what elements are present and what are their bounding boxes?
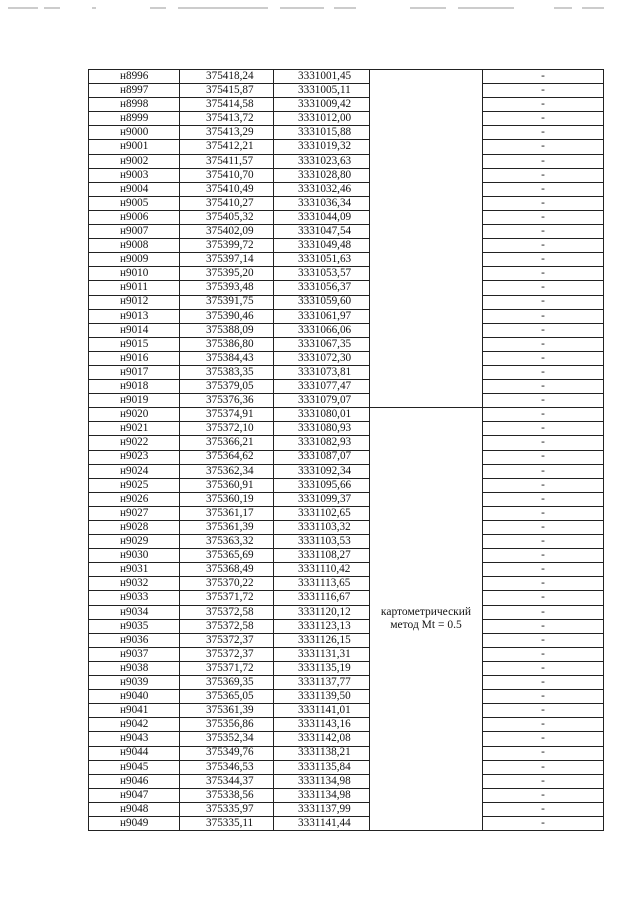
coordinates-table <box>88 69 604 831</box>
x-coordinate-cell: 375411,57 <box>180 154 274 168</box>
y-coordinate-cell: 3331135,84 <box>274 760 370 774</box>
note-cell: - <box>483 661 604 675</box>
scan-artifact-top <box>0 0 640 14</box>
note-cell: - <box>483 577 604 591</box>
x-coordinate-cell: 375372,37 <box>180 633 274 647</box>
y-coordinate-cell: 3331009,42 <box>274 98 370 112</box>
table-row <box>89 196 604 210</box>
table-row <box>89 112 604 126</box>
y-coordinate-cell: 3331092,34 <box>274 464 370 478</box>
y-coordinate-cell: 3331123,13 <box>274 619 370 633</box>
table-row <box>89 422 604 436</box>
point-name-cell: н9046 <box>89 774 180 788</box>
x-coordinate-cell: 375356,86 <box>180 718 274 732</box>
note-cell: - <box>483 464 604 478</box>
y-coordinate-cell: 3331116,67 <box>274 591 370 605</box>
x-coordinate-cell: 375418,24 <box>180 70 274 84</box>
point-name-cell: н9043 <box>89 732 180 746</box>
y-coordinate-cell: 3331001,45 <box>274 70 370 84</box>
y-coordinate-cell: 3331072,30 <box>274 351 370 365</box>
point-name-cell: н8999 <box>89 112 180 126</box>
x-coordinate-cell: 375390,46 <box>180 309 274 323</box>
table-row <box>89 563 604 577</box>
x-coordinate-cell: 375368,49 <box>180 563 274 577</box>
y-coordinate-cell: 3331095,66 <box>274 478 370 492</box>
x-coordinate-cell: 375352,34 <box>180 732 274 746</box>
point-name-cell: н9016 <box>89 351 180 365</box>
y-coordinate-cell: 3331019,32 <box>274 140 370 154</box>
y-coordinate-cell: 3331141,01 <box>274 704 370 718</box>
y-coordinate-cell: 3331036,34 <box>274 196 370 210</box>
y-coordinate-cell: 3331051,63 <box>274 253 370 267</box>
x-coordinate-cell: 375397,14 <box>180 253 274 267</box>
point-name-cell: н9037 <box>89 647 180 661</box>
point-name-cell: н9041 <box>89 704 180 718</box>
table-row <box>89 98 604 112</box>
point-name-cell: н9009 <box>89 253 180 267</box>
y-coordinate-cell: 3331066,06 <box>274 323 370 337</box>
y-coordinate-cell: 3331103,32 <box>274 521 370 535</box>
y-coordinate-cell: 3331126,15 <box>274 633 370 647</box>
point-name-cell: н9023 <box>89 450 180 464</box>
x-coordinate-cell: 375393,48 <box>180 281 274 295</box>
table-row <box>89 309 604 323</box>
note-cell: - <box>483 478 604 492</box>
table-row <box>89 732 604 746</box>
point-name-cell: н9017 <box>89 365 180 379</box>
table-row <box>89 633 604 647</box>
y-coordinate-cell: 3331053,57 <box>274 267 370 281</box>
table-row <box>89 619 604 633</box>
x-coordinate-cell: 375372,58 <box>180 619 274 633</box>
note-cell: - <box>483 253 604 267</box>
table-row <box>89 323 604 337</box>
table-row <box>89 760 604 774</box>
note-cell: - <box>483 521 604 535</box>
point-name-cell: н9015 <box>89 337 180 351</box>
y-coordinate-cell: 3331137,99 <box>274 802 370 816</box>
note-cell: - <box>483 690 604 704</box>
x-coordinate-cell: 375363,32 <box>180 535 274 549</box>
note-cell: - <box>483 408 604 422</box>
y-coordinate-cell: 3331082,93 <box>274 436 370 450</box>
x-coordinate-cell: 375360,19 <box>180 492 274 506</box>
y-coordinate-cell: 3331005,11 <box>274 84 370 98</box>
x-coordinate-cell: 375405,32 <box>180 210 274 224</box>
point-name-cell: н9011 <box>89 281 180 295</box>
table-row <box>89 788 604 802</box>
x-coordinate-cell: 375366,21 <box>180 436 274 450</box>
point-name-cell: н9012 <box>89 295 180 309</box>
table-row <box>89 182 604 196</box>
table-row <box>89 478 604 492</box>
table-row <box>89 351 604 365</box>
note-cell: - <box>483 633 604 647</box>
note-cell: - <box>483 380 604 394</box>
x-coordinate-cell: 375399,72 <box>180 239 274 253</box>
table-row <box>89 281 604 295</box>
y-coordinate-cell: 3331079,07 <box>274 394 370 408</box>
note-cell: - <box>483 196 604 210</box>
table-row <box>89 676 604 690</box>
point-name-cell: н9030 <box>89 549 180 563</box>
x-coordinate-cell: 375410,70 <box>180 168 274 182</box>
y-coordinate-cell: 3331099,37 <box>274 492 370 506</box>
point-name-cell: н8997 <box>89 84 180 98</box>
y-coordinate-cell: 3331102,65 <box>274 506 370 520</box>
note-cell: - <box>483 549 604 563</box>
point-name-cell: н9026 <box>89 492 180 506</box>
table-row <box>89 661 604 675</box>
note-cell: - <box>483 591 604 605</box>
note-cell: - <box>483 676 604 690</box>
point-name-cell: н9034 <box>89 605 180 619</box>
point-name-cell: н9001 <box>89 140 180 154</box>
note-cell: - <box>483 84 604 98</box>
table-row <box>89 267 604 281</box>
x-coordinate-cell: 375414,58 <box>180 98 274 112</box>
table-row <box>89 535 604 549</box>
x-coordinate-cell: 375338,56 <box>180 788 274 802</box>
x-coordinate-cell: 375415,87 <box>180 84 274 98</box>
y-coordinate-cell: 3331032,46 <box>274 182 370 196</box>
note-cell: - <box>483 267 604 281</box>
note-cell: - <box>483 182 604 196</box>
point-name-cell: н9008 <box>89 239 180 253</box>
note-cell: - <box>483 718 604 732</box>
x-coordinate-cell: 375365,05 <box>180 690 274 704</box>
point-name-cell: н9000 <box>89 126 180 140</box>
note-cell: - <box>483 210 604 224</box>
y-coordinate-cell: 3331080,93 <box>274 422 370 436</box>
x-coordinate-cell: 375386,80 <box>180 337 274 351</box>
note-cell: - <box>483 732 604 746</box>
point-name-cell: н9032 <box>89 577 180 591</box>
point-name-cell: н9024 <box>89 464 180 478</box>
point-name-cell: н8996 <box>89 70 180 84</box>
coordinates-table-body <box>89 70 604 831</box>
x-coordinate-cell: 375361,17 <box>180 506 274 520</box>
note-cell: - <box>483 309 604 323</box>
note-cell: - <box>483 802 604 816</box>
x-coordinate-cell: 375410,49 <box>180 182 274 196</box>
table-row <box>89 140 604 154</box>
note-cell: - <box>483 154 604 168</box>
point-name-cell: н9031 <box>89 563 180 577</box>
table-row <box>89 591 604 605</box>
x-coordinate-cell: 375361,39 <box>180 521 274 535</box>
y-coordinate-cell: 3331028,80 <box>274 168 370 182</box>
y-coordinate-cell: 3331120,12 <box>274 605 370 619</box>
x-coordinate-cell: 375369,35 <box>180 676 274 690</box>
point-name-cell: н9047 <box>89 788 180 802</box>
table-row <box>89 647 604 661</box>
table-row <box>89 690 604 704</box>
point-name-cell: н9018 <box>89 380 180 394</box>
y-coordinate-cell: 3331134,98 <box>274 788 370 802</box>
table-row <box>89 168 604 182</box>
point-name-cell: н9042 <box>89 718 180 732</box>
y-coordinate-cell: 3331142,08 <box>274 732 370 746</box>
note-cell: - <box>483 746 604 760</box>
note-cell: - <box>483 168 604 182</box>
y-coordinate-cell: 3331080,01 <box>274 408 370 422</box>
y-coordinate-cell: 3331012,00 <box>274 112 370 126</box>
x-coordinate-cell: 375371,72 <box>180 661 274 675</box>
note-cell: - <box>483 126 604 140</box>
table-row <box>89 210 604 224</box>
x-coordinate-cell: 375379,05 <box>180 380 274 394</box>
y-coordinate-cell: 3331139,50 <box>274 690 370 704</box>
point-name-cell: н9025 <box>89 478 180 492</box>
x-coordinate-cell: 375364,62 <box>180 450 274 464</box>
note-cell: - <box>483 788 604 802</box>
note-cell: - <box>483 704 604 718</box>
x-coordinate-cell: 375335,11 <box>180 816 274 830</box>
note-cell: - <box>483 605 604 619</box>
y-coordinate-cell: 3331143,16 <box>274 718 370 732</box>
method-cell <box>370 408 483 831</box>
table-row <box>89 521 604 535</box>
point-name-cell: н9010 <box>89 267 180 281</box>
x-coordinate-cell: 375344,37 <box>180 774 274 788</box>
point-name-cell: н9033 <box>89 591 180 605</box>
y-coordinate-cell: 3331108,27 <box>274 549 370 563</box>
note-cell: - <box>483 394 604 408</box>
table-row <box>89 394 604 408</box>
table-row <box>89 380 604 394</box>
table-row <box>89 70 604 84</box>
note-cell: - <box>483 295 604 309</box>
point-name-cell: н9006 <box>89 210 180 224</box>
table-row <box>89 577 604 591</box>
note-cell: - <box>483 351 604 365</box>
table-row <box>89 605 604 619</box>
x-coordinate-cell: 375413,72 <box>180 112 274 126</box>
table-row <box>89 816 604 830</box>
table-row <box>89 450 604 464</box>
table-row <box>89 126 604 140</box>
point-name-cell: н9036 <box>89 633 180 647</box>
point-name-cell: н9002 <box>89 154 180 168</box>
x-coordinate-cell: 375365,69 <box>180 549 274 563</box>
note-cell: - <box>483 140 604 154</box>
note-cell: - <box>483 225 604 239</box>
point-name-cell: н9039 <box>89 676 180 690</box>
x-coordinate-cell: 375335,97 <box>180 802 274 816</box>
x-coordinate-cell: 375370,22 <box>180 577 274 591</box>
table-row <box>89 154 604 168</box>
point-name-cell: н9021 <box>89 422 180 436</box>
x-coordinate-cell: 375360,91 <box>180 478 274 492</box>
x-coordinate-cell: 375383,35 <box>180 365 274 379</box>
note-cell: - <box>483 647 604 661</box>
x-coordinate-cell: 375376,36 <box>180 394 274 408</box>
point-name-cell: н9022 <box>89 436 180 450</box>
y-coordinate-cell: 3331131,31 <box>274 647 370 661</box>
x-coordinate-cell: 375362,34 <box>180 464 274 478</box>
x-coordinate-cell: 375361,39 <box>180 704 274 718</box>
table-row <box>89 253 604 267</box>
y-coordinate-cell: 3331141,44 <box>274 816 370 830</box>
table-row <box>89 774 604 788</box>
x-coordinate-cell: 375346,53 <box>180 760 274 774</box>
y-coordinate-cell: 3331138,21 <box>274 746 370 760</box>
y-coordinate-cell: 3331059,60 <box>274 295 370 309</box>
y-coordinate-cell: 3331134,98 <box>274 774 370 788</box>
x-coordinate-cell: 375374,91 <box>180 408 274 422</box>
y-coordinate-cell: 3331023,63 <box>274 154 370 168</box>
point-name-cell: н9029 <box>89 535 180 549</box>
x-coordinate-cell: 375384,43 <box>180 351 274 365</box>
table-row <box>89 492 604 506</box>
x-coordinate-cell: 375371,72 <box>180 591 274 605</box>
y-coordinate-cell: 3331110,42 <box>274 563 370 577</box>
note-cell: - <box>483 422 604 436</box>
point-name-cell: н9028 <box>89 521 180 535</box>
note-cell: - <box>483 70 604 84</box>
x-coordinate-cell: 375372,10 <box>180 422 274 436</box>
point-name-cell: н9040 <box>89 690 180 704</box>
table-row <box>89 337 604 351</box>
point-name-cell: н9020 <box>89 408 180 422</box>
note-cell: - <box>483 492 604 506</box>
x-coordinate-cell: 375395,20 <box>180 267 274 281</box>
table-row <box>89 365 604 379</box>
table-row <box>89 506 604 520</box>
table-row <box>89 295 604 309</box>
point-name-cell: н9003 <box>89 168 180 182</box>
y-coordinate-cell: 3331137,77 <box>274 676 370 690</box>
y-coordinate-cell: 3331073,81 <box>274 365 370 379</box>
point-name-cell: н9044 <box>89 746 180 760</box>
point-name-cell: н9038 <box>89 661 180 675</box>
y-coordinate-cell: 3331015,88 <box>274 126 370 140</box>
note-cell: - <box>483 365 604 379</box>
y-coordinate-cell: 3331047,54 <box>274 225 370 239</box>
note-cell: - <box>483 563 604 577</box>
table-row <box>89 464 604 478</box>
note-cell: - <box>483 774 604 788</box>
note-cell: - <box>483 323 604 337</box>
x-coordinate-cell: 375388,09 <box>180 323 274 337</box>
note-cell: - <box>483 239 604 253</box>
table-row <box>89 802 604 816</box>
point-name-cell: н9013 <box>89 309 180 323</box>
point-name-cell: н9045 <box>89 760 180 774</box>
y-coordinate-cell: 3331135,19 <box>274 661 370 675</box>
y-coordinate-cell: 3331067,35 <box>274 337 370 351</box>
x-coordinate-cell: 375372,58 <box>180 605 274 619</box>
note-cell: - <box>483 535 604 549</box>
table-row <box>89 704 604 718</box>
point-name-cell: н8998 <box>89 98 180 112</box>
point-name-cell: н9049 <box>89 816 180 830</box>
point-name-cell: н9014 <box>89 323 180 337</box>
point-name-cell: н9035 <box>89 619 180 633</box>
method-label-line2: метод Mt = 0.5 <box>390 619 462 632</box>
point-name-cell: н9004 <box>89 182 180 196</box>
x-coordinate-cell: 375372,37 <box>180 647 274 661</box>
note-cell: - <box>483 337 604 351</box>
point-name-cell: н9048 <box>89 802 180 816</box>
table-row <box>89 746 604 760</box>
y-coordinate-cell: 3331061,97 <box>274 309 370 323</box>
table-row <box>89 84 604 98</box>
note-cell: - <box>483 112 604 126</box>
y-coordinate-cell: 3331049,48 <box>274 239 370 253</box>
y-coordinate-cell: 3331113,65 <box>274 577 370 591</box>
note-cell: - <box>483 281 604 295</box>
note-cell: - <box>483 619 604 633</box>
note-cell: - <box>483 760 604 774</box>
table-row <box>89 239 604 253</box>
method-label-line1: картометрический <box>380 606 472 619</box>
note-cell: - <box>483 450 604 464</box>
table-row <box>89 225 604 239</box>
y-coordinate-cell: 3331056,37 <box>274 281 370 295</box>
x-coordinate-cell: 375413,29 <box>180 126 274 140</box>
point-name-cell: н9027 <box>89 506 180 520</box>
point-name-cell: н9019 <box>89 394 180 408</box>
point-name-cell: н9005 <box>89 196 180 210</box>
note-cell: - <box>483 506 604 520</box>
table-row <box>89 436 604 450</box>
note-cell: - <box>483 98 604 112</box>
x-coordinate-cell: 375349,76 <box>180 746 274 760</box>
y-coordinate-cell: 3331103,53 <box>274 535 370 549</box>
x-coordinate-cell: 375410,27 <box>180 196 274 210</box>
table-row <box>89 718 604 732</box>
note-cell: - <box>483 436 604 450</box>
method-cell-empty <box>370 70 483 408</box>
y-coordinate-cell: 3331087,07 <box>274 450 370 464</box>
note-cell: - <box>483 816 604 830</box>
table-row <box>89 408 604 422</box>
point-name-cell: н9007 <box>89 225 180 239</box>
x-coordinate-cell: 375402,09 <box>180 225 274 239</box>
table-row <box>89 549 604 563</box>
y-coordinate-cell: 3331077,47 <box>274 380 370 394</box>
x-coordinate-cell: 375391,75 <box>180 295 274 309</box>
y-coordinate-cell: 3331044,09 <box>274 210 370 224</box>
x-coordinate-cell: 375412,21 <box>180 140 274 154</box>
